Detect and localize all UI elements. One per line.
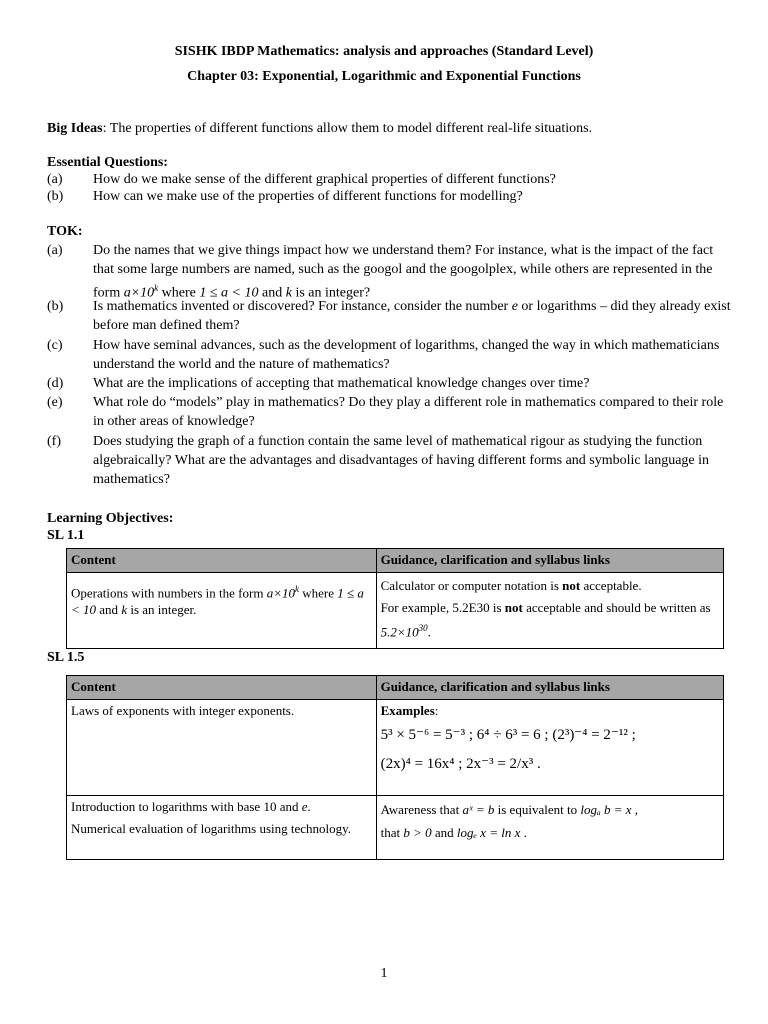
page-number: 1 bbox=[380, 966, 388, 981]
objectives-table-sl-1-1 bbox=[66, 548, 724, 649]
column-header-content: Content bbox=[67, 549, 377, 573]
guidance-cell: Calculator or computer notation is not acceptable. For example, 5.2E30 is not acceptable and should be written as $5.2\times 10^{30}$. bbox=[376, 573, 723, 649]
header-line-2: Chapter 03: Exponential, Logarithmic and Exponential Functions bbox=[187, 69, 581, 84]
learning-objectives-heading: Learning Objectives: bbox=[47, 511, 174, 526]
big-ideas bbox=[47, 119, 727, 138]
document-page: SISHK IBDP Mathematics: analysis and approaches (Standard Level) Chapter 03: Exponential, Logarithmic and Exponential Functions Big Ideas: The properties of different functions allow them to model different real-life situations. Essential Questions: (a) How do we make sense of the different graphical properties of different functions? (b) How can we make use of the properties of different functions for modelling? TOK: (a) Do the names that we give things impact how we understand them? For instance, what is the impact of the fact that some large numbers are named, such as the googol and the googolplex, while others are represented in the form $a\times 10^k$ where 1 ≤ a < 10 and k is an integer? (b) Is mathematics invented or discovered? For instance, consider the number e or logarithms – did they already exist before man defined them? (c) How have seminal advances, such as the development of logarithms, changed the way in which mathematicians understand the world and the nature of mathematics? (d) What are the implications of accepting that mathematical knowledge changes over time? (e) What role do “models” play in mathematics? Do they play a different role in mathematics compared to their role in other areas of knowledge? (f) Does studying the graph of a function contain the same level of mathematical rigour as studying the function algebraically? What are the advantages and disadvantages of having different forms and symbolic language in mathematics? Learning Objectives: SL 1.1 Content Guidance, clarification and syllabus links Operations with numbers in the form $a\times 10^k$ where 1 ≤ a < 10 and k is an integer. Calculator or computer notation is not acceptable. For example, 5.2E30 is not acceptable and should be written as $5.2\times 10^{30}$. SL 1.5 Content Guidance, clarification and syllabus links Laws of exponents with integer exponents. Examples: 5³ × 5⁻⁶ = 5⁻³ ; 6⁴ ÷ 6³ = 6 ; (2³)⁻⁴ = 2⁻¹² ; (2x)⁴ = 16x⁴ ; 2x⁻³ = 2/x³ . Introduction to logarithms with base 10 and e. Numerical evaluation of logarithms using technology. Awareness that aˣ = b is equivalent to logₐ b = x , that b > 0 and logₑ x = ln x . 1 bbox=[0, 0, 768, 1024]
tok-heading: TOK: bbox=[47, 224, 83, 239]
column-header-guidance: Guidance, clarification and syllabus links bbox=[376, 549, 723, 573]
big-ideas-label: Big Ideas bbox=[47, 121, 103, 136]
objectives-table-sl-1-5 bbox=[66, 675, 724, 860]
example-line: (2x)⁴ = 16x⁴ ; 2x⁻³ = 2/x³ . bbox=[380, 756, 541, 772]
section-code: SL 1.1 bbox=[47, 528, 85, 543]
big-ideas-text: : The properties of different functions allow them to model different real-life situations. bbox=[102, 121, 593, 136]
column-header-content: Content bbox=[67, 676, 377, 700]
content-cell: Laws of exponents with integer exponents. bbox=[67, 700, 377, 796]
column-header-guidance: Guidance, clarification and syllabus links bbox=[376, 676, 723, 700]
content-cell: Introduction to logarithms with base 10 and e. Numerical evaluation of logarithms using technology. bbox=[67, 796, 377, 860]
guidance-cell: Awareness that aˣ = b is equivalent to logₐ b = x , that b > 0 and logₑ x = ln x . bbox=[376, 796, 723, 860]
guidance-cell: Examples: 5³ × 5⁻⁶ = 5⁻³ ; 6⁴ ÷ 6³ = 6 ; (2³)⁻⁴ = 2⁻¹² ; (2x)⁴ = 16x⁴ ; 2x⁻³ = 2/x³ . bbox=[376, 700, 723, 796]
content-cell: Operations with numbers in the form $a\times 10^k$ where 1 ≤ a < 10 and k is an integer. bbox=[67, 573, 377, 649]
header-line-1: SISHK IBDP Mathematics: analysis and approaches (Standard Level) bbox=[174, 44, 594, 59]
section-code: SL 1.5 bbox=[47, 650, 85, 665]
essential-questions-heading: Essential Questions: bbox=[47, 155, 168, 170]
example-line: 5³ × 5⁻⁶ = 5⁻³ ; 6⁴ ÷ 6³ = 6 ; (2³)⁻⁴ = 2⁻¹² ; bbox=[380, 727, 636, 743]
